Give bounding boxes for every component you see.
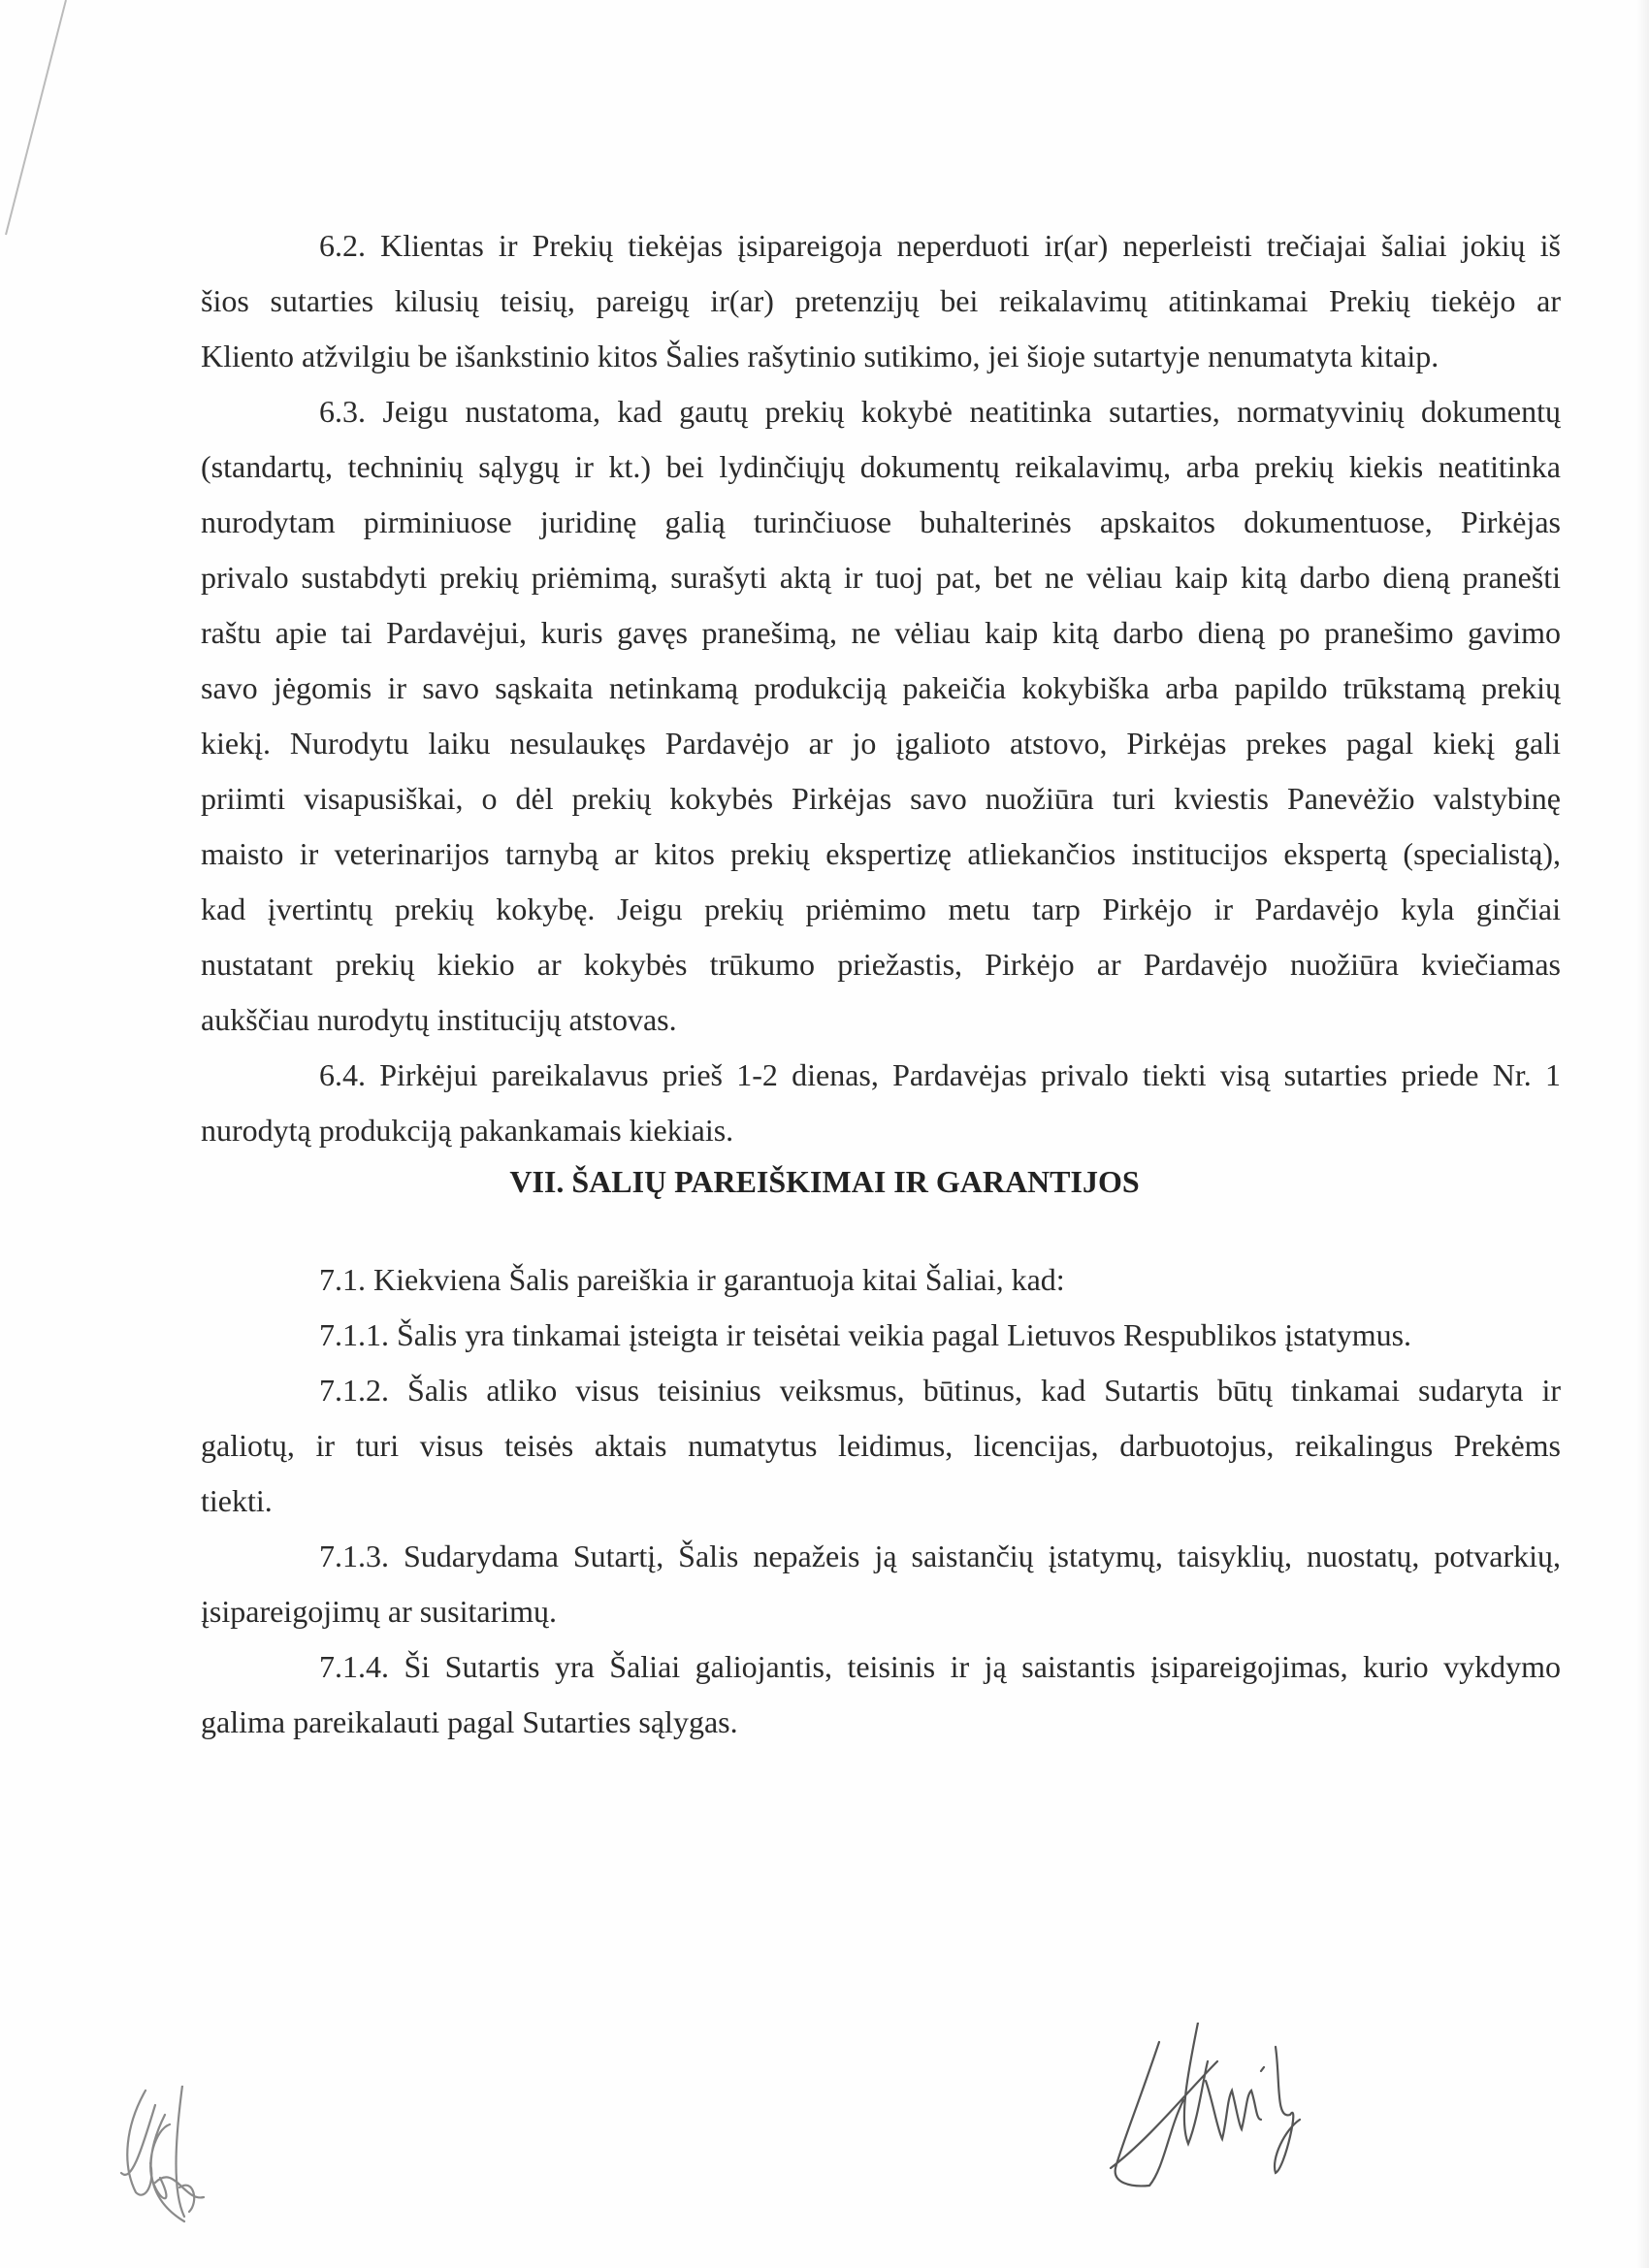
paragraph-line: nurodytam pirminiuose juridinę galią turinčiuose buhalterinės apskaitos dokumentuose, Pirkėjas xyxy=(201,504,1561,539)
paragraph-line: 7.1.3. Sudarydama Sutartį, Šalis nepažeis ją saistančių įstatymų, taisyklių, nuostatų, potvarkių, xyxy=(319,1539,1561,1573)
paragraph-line: nustatant prekių kiekio ar kokybės trūkumo priežastis, Pirkėjo ar Pardavėjo nuožiūra kviečiamas xyxy=(201,947,1561,982)
section-6-body xyxy=(201,218,1561,1158)
paragraph-line: tiekti. xyxy=(201,1483,273,1518)
paragraph-line: privalo sustabdyti prekių priėmimą, surašyti aktą ir tuoj pat, bet ne vėliau kaip kitą darbo dieną pranešti xyxy=(201,560,1561,595)
paragraph-line: 6.3. Jeigu nustatoma, kad gautų prekių kokybė neatitinka sutarties, normatyvinių dokumentų xyxy=(319,394,1561,429)
paragraph-line: 6.4. Pirkėjui pareikalavus prieš 1-2 dienas, Pardavėjas privalo tiekti visą sutarties priede Nr. 1 xyxy=(319,1057,1561,1092)
paragraph-line: galiotų, ir turi visus teisės aktais numatytus leidimus, licencijas, darbuotojus, reikalingus Prekėms xyxy=(201,1428,1561,1463)
paragraph-line: 7.1.4. Ši Sutartis yra Šaliai galiojantis, teisinis ir ją saistantis įsipareigojimas, kurio vykdymo xyxy=(319,1649,1561,1684)
paragraph-line: šios sutarties kilusių teisių, pareigų ir(ar) pretenzijų bei reikalavimų atitinkamai Prekių tiekėjo ar xyxy=(201,283,1561,318)
paragraph-line: raštu apie tai Pardavėjui, kuris gavęs pranešimą, ne vėliau kaip kitą darbo dieną po pranešimo gavimo xyxy=(201,615,1561,650)
paragraph-line: priimti visapusiškai, o dėl prekių kokybės Pirkėjas savo nuožiūra turi kviestis Panevėžio valstybinę xyxy=(201,781,1561,816)
paragraph-line: Kliento atžvilgiu be išankstinio kitos Šalies rašytinio sutikimo, jei šioje sutartyje nenumatyta kitaip. xyxy=(201,339,1439,373)
paragraph-line: 7.1. Kiekviena Šalis pareiškia ir garantuoja kitai Šaliai, kad: xyxy=(319,1262,1065,1297)
scan-edge xyxy=(1635,0,1649,2268)
signature-left xyxy=(116,2086,310,2231)
paragraph-line: kiekį. Nurodytu laiku nesulaukęs Pardavėjo ar jo įgalioto atstovo, Pirkėjas prekes pagal kiekį gali xyxy=(201,726,1561,761)
section-heading-vii: VII. ŠALIŲ PAREIŠKIMAI IR GARANTIJOS xyxy=(509,1164,1140,1199)
section-7-body xyxy=(201,1252,1561,1750)
paragraph-line: maisto ir veterinarijos tarnybą ar kitos prekių ekspertizę atliekančios institucijos ekspertą (specialistą), xyxy=(201,836,1561,871)
paragraph-line: įsipareigojimų ar susitarimų. xyxy=(201,1594,558,1629)
paragraph-line: galima pareikalauti pagal Sutarties sąlygas. xyxy=(201,1704,738,1739)
paragraph-line: nurodytą produkciją pakankamais kiekiais. xyxy=(201,1113,734,1148)
paragraph-line: 7.1.1. Šalis yra tinkamai įsteigta ir teisėtai veikia pagal Lietuvos Respublikos įstatymus. xyxy=(319,1317,1412,1352)
signature-right xyxy=(1091,2023,1343,2197)
paragraph-line: 7.1.2. Šalis atliko visus teisinius veiksmus, būtinus, kad Sutartis būtų tinkamai sudaryta ir xyxy=(319,1373,1561,1408)
paragraph-line: kad įvertintų prekių kokybę. Jeigu prekių priėmimo metu tarp Pirkėjo ir Pardavėjo kyla ginčiai xyxy=(201,891,1561,926)
paragraph-line: 6.2. Klientas ir Prekių tiekėjas įsipareigoja neperduoti ir(ar) neperleisti trečiajai šaliai jokių iš xyxy=(319,228,1561,263)
paragraph-line: (standartų, techninių sąlygų ir kt.) bei lydinčiųjų dokumentų reikalavimų, arba prekių kiekis neatitinka xyxy=(201,449,1561,484)
paragraph-line: aukščiau nurodytų institucijų atstovas. xyxy=(201,1002,677,1037)
scan-artifact-line xyxy=(0,0,116,252)
paragraph-line: savo jėgomis ir savo sąskaita netinkamą produkciją pakeičia kokybiška arba papildo trūkstamą prekių xyxy=(201,670,1561,705)
